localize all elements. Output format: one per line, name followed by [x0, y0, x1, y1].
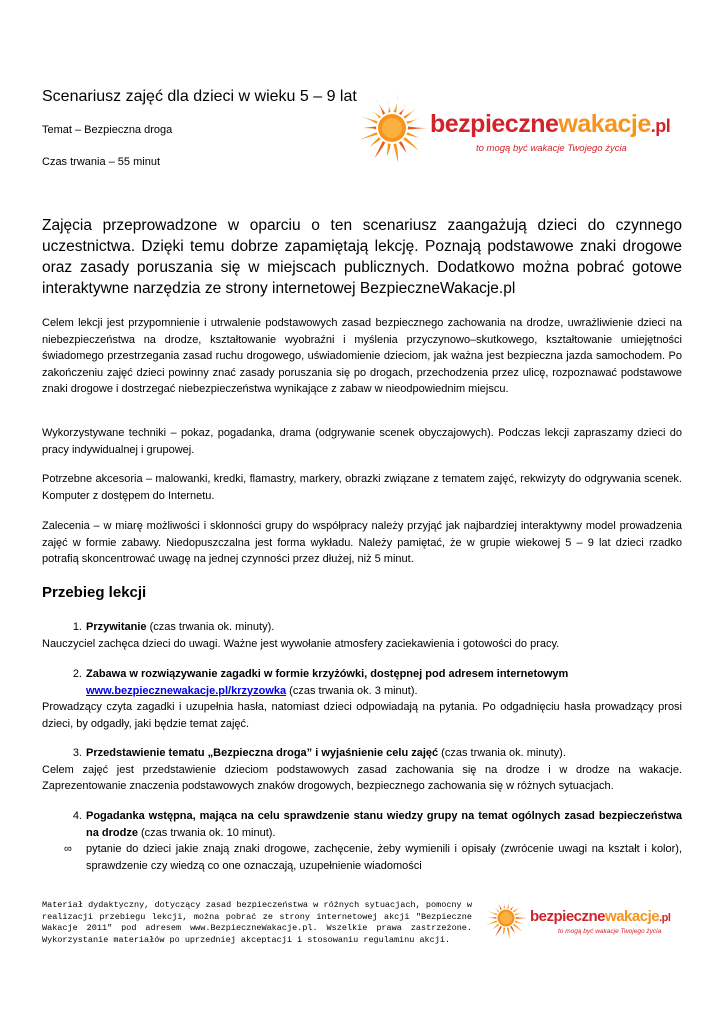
sun-ray: [363, 127, 376, 130]
step-duration: (czas trwania ok. minuty).: [146, 621, 275, 633]
crossword-link[interactable]: www.bezpiecznewakacje.pl/krzyzowka: [86, 684, 287, 697]
brand-part-1: bezpieczne: [530, 908, 606, 925]
sun-ray: [406, 132, 419, 138]
step-body: Nauczyciel zachęca dzieci do uwagi. Ważne jest wywołanie atmosfery zaciekawienia i gotowości do pracy.: [42, 637, 560, 650]
brand-name: [530, 908, 670, 925]
intro-paragraph: Zajęcia przeprowadzone w oparciu o ten scenariusz zaangażują dzieci do czynnego uczestnictwa. Dzięki temu dobrze zapamiętają lekcję. Poznają podstawowe znaki drogowe oraz zasady poruszania się w miejscach publicznych. Dodatkowo można pobrać gotowe interaktywne narzędzia ze strony internetowej BezpieczneWakacje.pl: [42, 217, 682, 297]
sun-ray: [516, 917, 528, 919]
brand-part-2: wakacje: [558, 110, 651, 138]
sun-ray: [515, 921, 523, 925]
step-3: [42, 745, 682, 795]
step-title: Pogadanka wstępna, mająca na celu sprawdzenie stanu wiedzy grupy na temat ogólnych zasad bezpieczeństwa na drodze: [86, 810, 682, 839]
brand-part-2: wakacje: [605, 908, 660, 925]
sun-ray: [495, 926, 502, 937]
sun-ray: [513, 904, 522, 912]
sun-ray: [503, 901, 505, 909]
sun-ray: [399, 103, 407, 115]
sun-ray: [492, 907, 499, 913]
brand-tagline: to mogą być wakacje Twojego życia: [558, 928, 662, 935]
footer-text: Materiał dydaktyczny, dotyczący zasad bezpieczeństwa w różnych sytuacjach, pomocny w realizacji przebiegu lekcji, można pobrać ze strony internetowej akcji "Bezpieczne Wakacje 2011" pod adresem www.BezpieczneWakacje.pl. Wszelkie prawa zastrzeżone. Wykorzystanie materiałów po uprzedniej akceptacji i stosowaniu regulaminu akcji.: [42, 900, 472, 945]
step-number: 1.: [72, 621, 82, 633]
step-2: [42, 666, 682, 732]
sun-ray: [370, 137, 381, 146]
brand-part-3: .pl: [650, 116, 671, 136]
step-4: [42, 808, 682, 874]
bullet-symbol: ∞: [64, 843, 72, 855]
brand-part-3: .pl: [659, 912, 671, 924]
materials-paragraph: Potrzebne akcesoria – malowanki, kredki, flamastry, markery, obrazki związane z tematem zajęć, rekwizyty do odgrywania scenek. Komputer z dostępem do Internetu.: [42, 473, 682, 502]
brand-tagline: to mogą być wakacje Twojego życia: [476, 143, 627, 154]
step-number: 3.: [72, 747, 82, 759]
sun-ray: [359, 116, 377, 124]
sun-ray: [488, 917, 496, 919]
sun-ray: [375, 141, 386, 158]
techniques-paragraph: Wykorzystywane techniki – pokaz, pogadanka, drama (odgrywanie scenek obyczajowych). Podczas lekcji zapraszamy dzieci do pracy indywidualnej i grupowej.: [42, 427, 682, 456]
sun-ray: [515, 912, 523, 916]
sun-ray: [495, 899, 502, 910]
sun-ray: [387, 143, 391, 156]
sun-ray: [406, 118, 419, 124]
duration-line: Czas trwania – 55 minut: [42, 156, 160, 168]
step-title: Przywitanie: [86, 621, 147, 633]
brand-part-1: bezpieczne: [430, 110, 559, 138]
footer-logo: [484, 896, 684, 946]
section-heading: Przebieg lekcji: [42, 584, 147, 601]
step-title: Przedstawienie tematu „Bezpieczna droga” i wyjaśnienie celu zajęć: [86, 747, 439, 759]
step-duration: (czas trwania ok. 10 minut).: [137, 826, 276, 839]
goal-paragraph: Celem lekcji jest przypomnienie i utrwalenie podstawowych zasad bezpiecznego zachowania na drodze, uwrażliwienie dzieci na niebezpieczeństwa na drodze, kształtowanie wyobraźni i myślenia przyczynowo–skutkowego, kształtowanie umiejętności świadomego przestrzegania zasad ruchu drogowego, uświadomienie dzieciom, jak ważna jest bezpieczna jazda samochodem. Po zakończeniu zajęć dzieci powinny znać zasady poruszania się po drogach, przechodzenia przez ulicę, rozpoznawać podstawowe znaki drogowe i dostrzegać niebezpieczeństwa wynikające z zabaw w nieodpowiednim miejscu.: [42, 317, 682, 395]
step-title: Zabawa w rozwiązywanie zagadki w formie krzyżówki, dostępnej pod adresem internetowym: [86, 668, 569, 680]
topic-line: Temat – Bezpieczna droga: [42, 124, 173, 136]
sun-ray: [403, 106, 419, 119]
sun-ray: [359, 132, 377, 140]
sun-ray: [507, 927, 510, 939]
sun-ray: [503, 927, 505, 935]
sun-ray: [510, 926, 515, 933]
sun-ray: [393, 94, 398, 113]
step-1: [42, 619, 682, 652]
bullet-text: pytanie do dzieci jakie znają znaki drogowe, zachęcenie, żeby wymienili i opisały (zwrócenie uwagi na kształt i kolor), sprawdzenie czy wiedzą co one oznaczają, uzupełnienie wiadomości: [86, 843, 682, 872]
step-number: 2.: [72, 668, 82, 680]
sun-ray: [370, 109, 381, 118]
sun-ray: [387, 99, 391, 112]
sun-ray: [507, 897, 510, 909]
sun-ray: [492, 924, 499, 930]
sun-ray: [399, 141, 407, 153]
sun-ray: [486, 911, 497, 916]
sun-ray: [510, 903, 515, 910]
sun-ray: [375, 98, 386, 115]
sun-ray: [408, 127, 427, 130]
sun-ray: [403, 137, 419, 150]
sun-ray: [393, 143, 398, 162]
sun-ray: [513, 924, 522, 932]
sun-logo-icon: [484, 896, 528, 940]
header-logo: [356, 92, 671, 172]
step-number: 4.: [72, 810, 82, 822]
step-body: Celem zajęć jest przedstawienie dzieciom podstawowych zasad zachowania się na drodze i w drodze na wakacje. Zaprezentowanie znaczenia podstawowych znaków drogowych, bezpiecznego zachowania się w różnych sytuacjach.: [42, 763, 682, 792]
step-duration: (czas trwania ok. minuty).: [438, 747, 566, 759]
page-title: Scenariusz zajęć dla dzieci w wieku 5 – 9 lat: [42, 88, 357, 105]
sun-logo-icon: [356, 92, 428, 164]
brand-name: [430, 110, 670, 139]
step-duration: (czas trwania ok. 3 minut).: [286, 684, 418, 697]
step-body: Prowadzący czyta zagadki i uzupełnia hasła, natomiast dzieci odpowiadają na pytania. Po odgadnięciu hasła prowadzący prosi dzieci, by odgadły, jaki będzie temat zajęć.: [42, 701, 682, 730]
bullet-item: [42, 841, 682, 874]
sun-ray: [486, 921, 497, 926]
recommendations-paragraph: Zalecenia – w miarę możliwości i skłonności grupy do współpracy należy przyjąć jak najbardziej interaktywny model prowadzenia zajęć w formie zabawy. Niedopuszczalna jest forma wykładu. Należy pamiętać, że w grupie wiekowej 5 – 9 lat dzieci rzadko potrafią skoncentrować uwagę na jednej czynności przez dłużej, niż 5 minut.: [42, 520, 682, 565]
